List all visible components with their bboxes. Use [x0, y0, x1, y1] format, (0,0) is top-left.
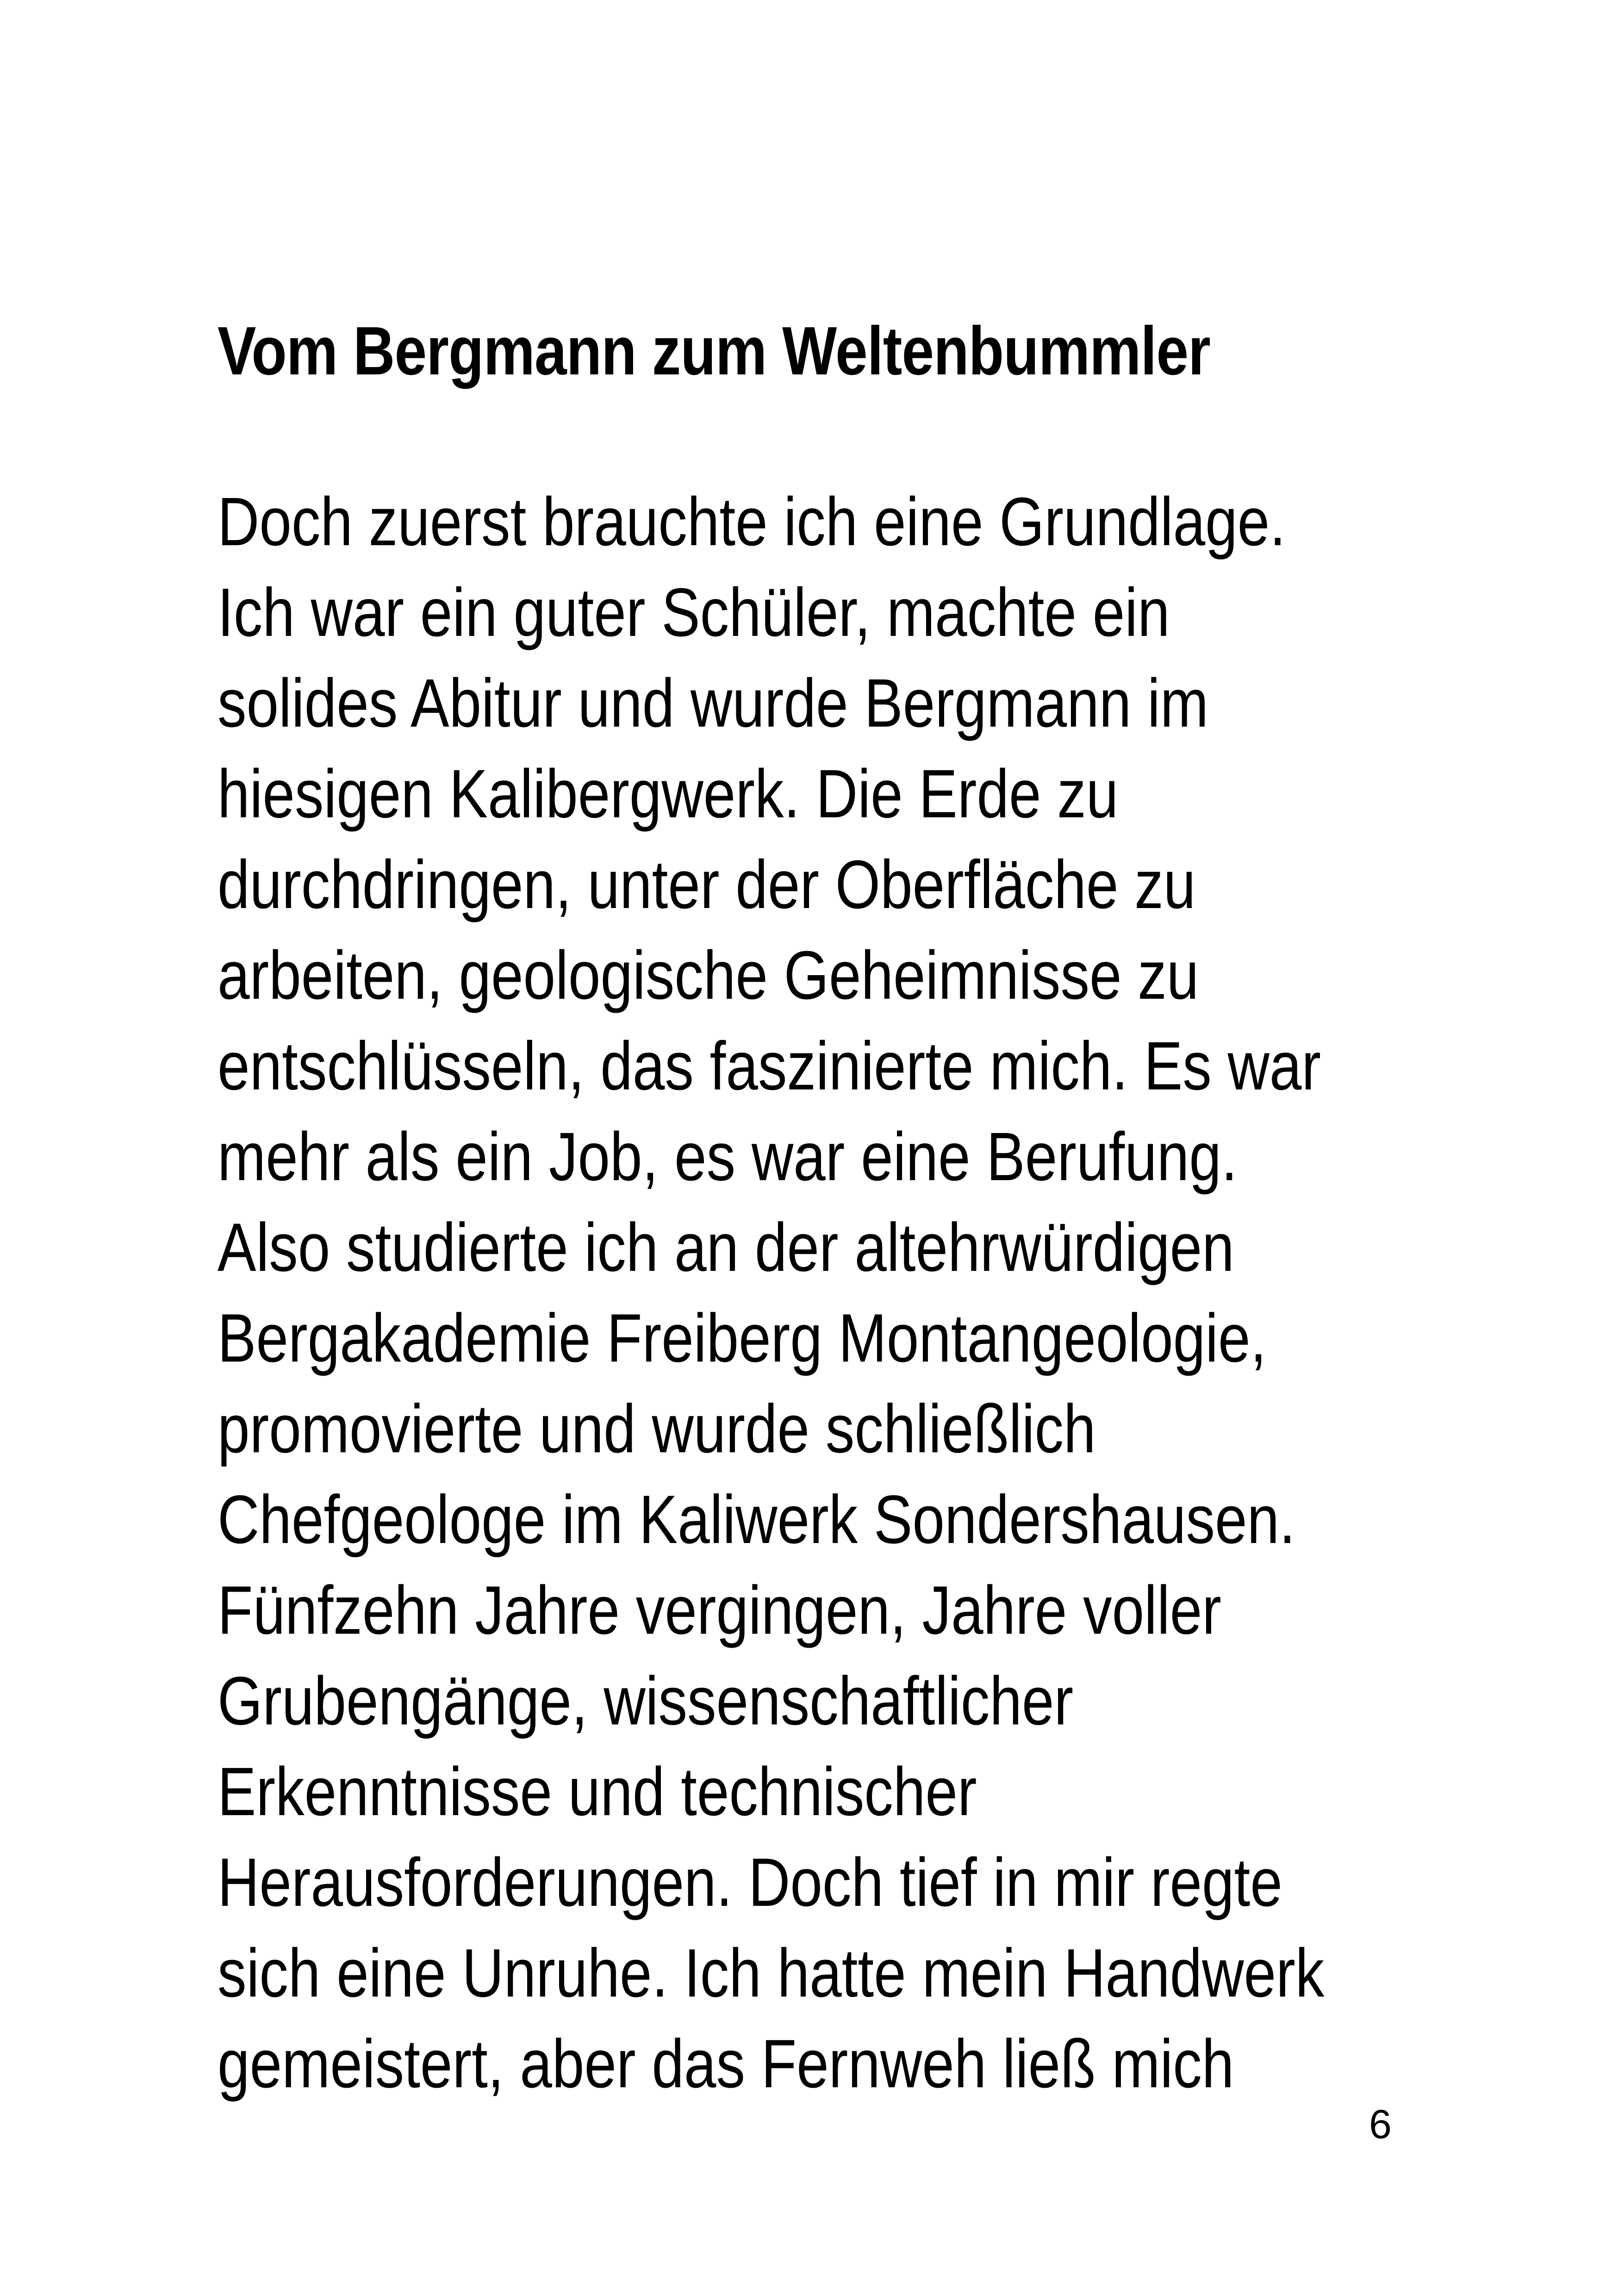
paragraph-line: Bergakademie Freiberg Montangeologie, [218, 1300, 1267, 1376]
paragraph-line: arbeiten, geologische Geheimnisse zu [218, 937, 1199, 1014]
paragraph-line: sich eine Unruhe. Ich hatte mein Handwerk [218, 1935, 1325, 2011]
paragraph-line: durchdringen, unter der Oberfläche zu [218, 846, 1196, 923]
paragraph-line: Doch zuerst brauchte ich eine Grundlage. [218, 484, 1286, 560]
paragraph-line: Also studierte ich an der altehrwürdigen [218, 1209, 1234, 1286]
paragraph-line: Erkenntnisse und technischer [218, 1754, 977, 1830]
paragraph-line: promovierte und wurde schließlich [218, 1391, 1096, 1467]
paragraph-line: Chefgeologe im Kaliwerk Sondershausen. [218, 1481, 1295, 1558]
paragraph-line: Herausforderungen. Doch tief in mir regte [218, 1844, 1282, 1921]
paragraph-line: Grubengänge, wissenschaftlicher [218, 1663, 1074, 1739]
paragraph-line: Ich war ein guter Schüler, machte ein [218, 574, 1170, 651]
paragraph-line: Fünfzehn Jahre vergingen, Jahre voller [218, 1572, 1221, 1649]
paragraph-line: solides Abitur und wurde Bergmann im [218, 665, 1209, 741]
paragraph-line: entschlüsseln, das faszinierte mich. Es war [218, 1028, 1321, 1104]
body-paragraph [218, 477, 1324, 2109]
paragraph-line: gemeistert, aber das Fernweh ließ mich [218, 2026, 1234, 2102]
paragraph-line: hiesigen Kalibergwerk. Die Erde zu [218, 756, 1119, 832]
chapter-heading: Vom Bergmann zum Weltenbummler [218, 313, 1211, 389]
page-number: 6 [1369, 2101, 1392, 2147]
paragraph-line: mehr als ein Job, es war eine Berufung. [218, 1119, 1238, 1195]
